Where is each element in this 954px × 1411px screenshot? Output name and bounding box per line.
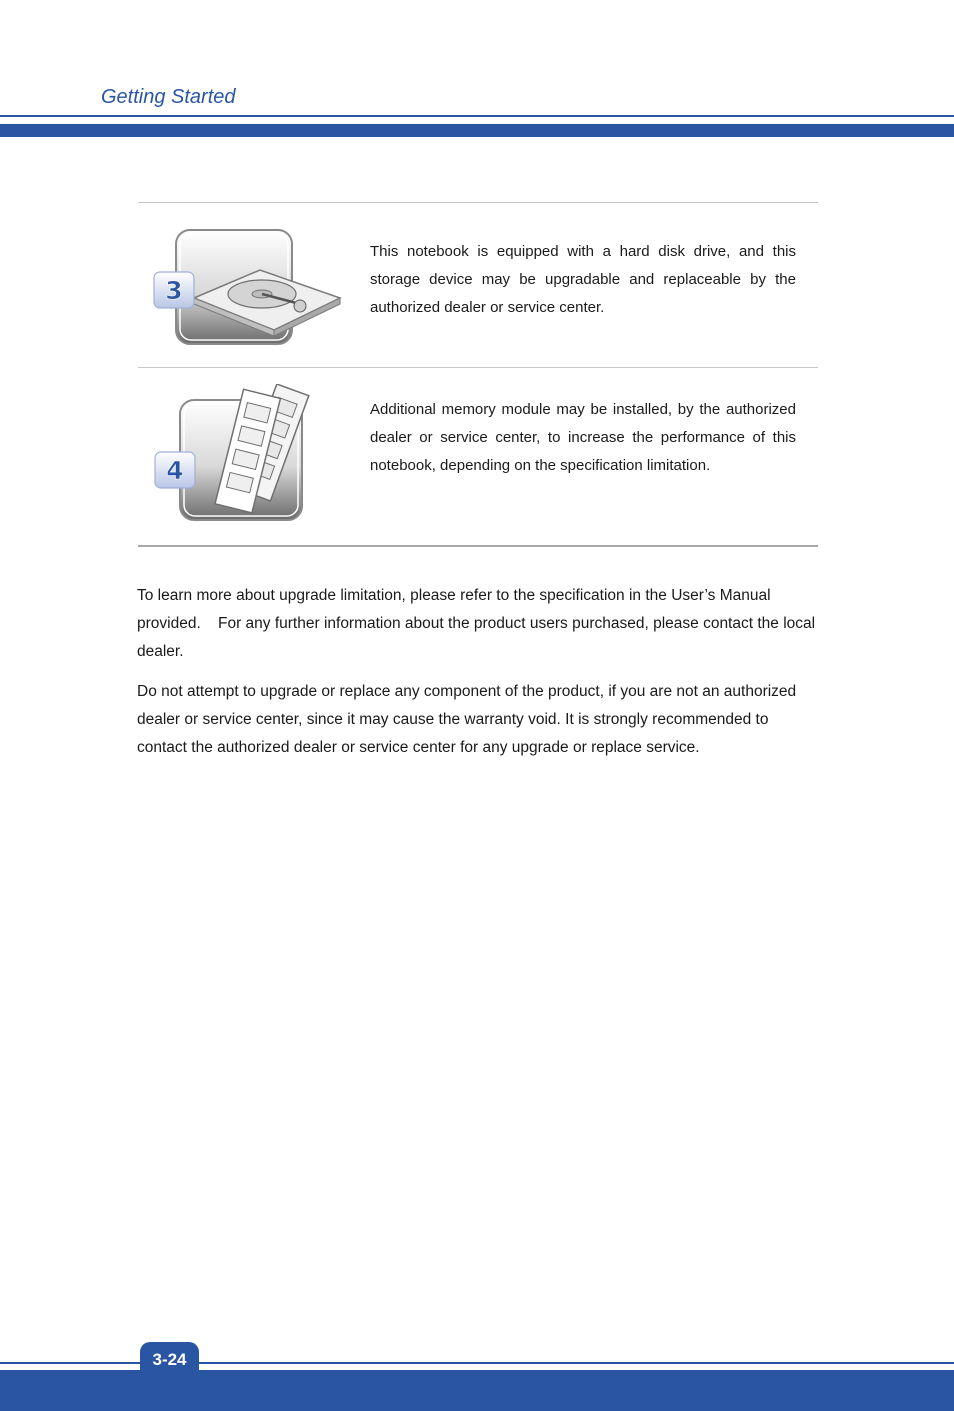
page-number: 3-24 [152, 1350, 187, 1369]
item-3-text: This notebook is equipped with a hard disk drive, and this storage device may be upgradable and replaceable by the authorized dealer or service center. [370, 243, 796, 316]
section-title: Getting Started [101, 86, 236, 108]
memory-module-icon [152, 384, 332, 531]
step-badge-3: 3 [165, 276, 183, 305]
table-top-divider [138, 202, 818, 203]
table-bottom-divider [138, 545, 818, 547]
header-bar [0, 124, 954, 137]
table-row-divider [138, 367, 818, 368]
step-badge-4: 4 [166, 456, 184, 485]
header-rule [0, 115, 954, 117]
item-4-text: Additional memory module may be installed, by the authorized dealer or service center, to increase the performance of this notebook, depending on the specification limitation. [370, 401, 796, 474]
hard-disk-drive-icon [150, 226, 345, 353]
upgrade-info-paragraph: To learn more about upgrade limitation, please refer to the specification in the User’s Manual provided. For any further information about the product users purchased, please contact the local dealer. [137, 587, 820, 660]
warranty-warning-paragraph: Do not attempt to upgrade or replace any component of the product, if you are not an authorized dealer or service center, since it may cause the warranty void. It is strongly recommended to contact the authorized dealer or service center for any upgrade or replace service. [137, 683, 797, 756]
